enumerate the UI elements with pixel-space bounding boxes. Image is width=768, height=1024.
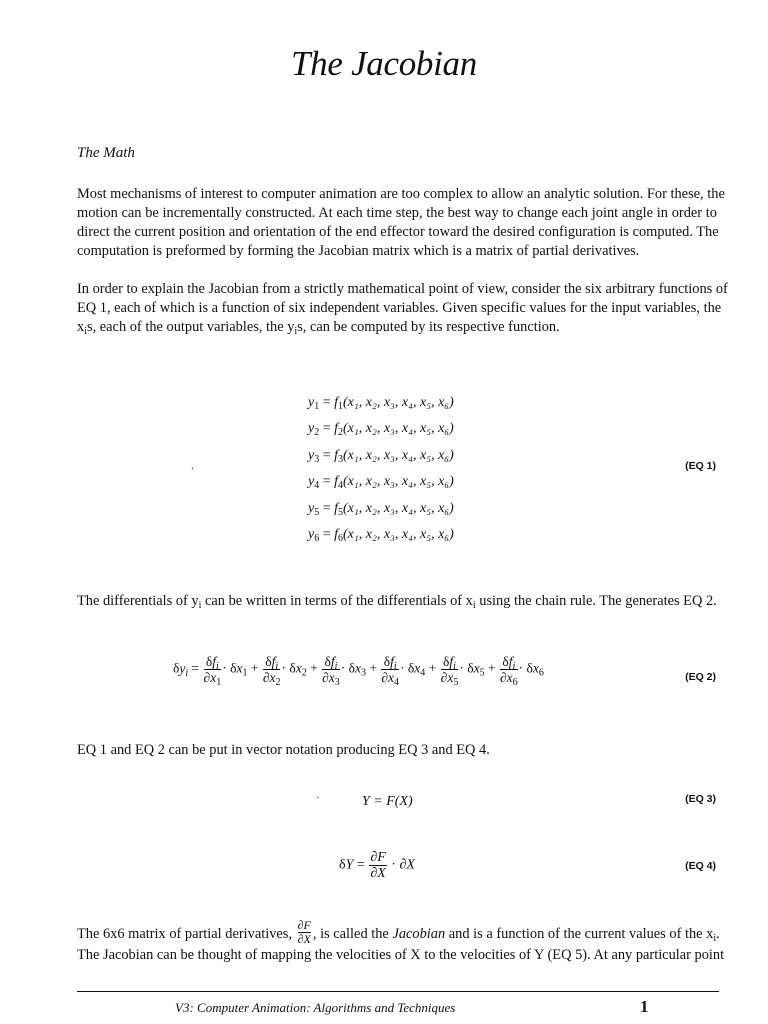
eq1-line: $y_6 = f_6(x_1$, x₂, x₃, x₄, x₅, x₆) [308,527,454,544]
footer-rule [77,991,719,992]
equation-2: $\delta y_i$ = $\frac{\delta f_i}{\partial x_1}$ · $\delta x_1$ + $\frac{\delta f_i}{\partial x_2}$ · $\delta x_2$ + $\frac{\delta f_i}{\partial x_3}$ · $\delta x_3$ + $\frac{\delta f_i}{\partial x_4}$ · $\delta x_4$ + $\frac{\delta f_i}{\partial x_5}$ · $\delta x_5$ + $\frac{\delta f_i}{\partial x_6}$ · $\delta x_6$ [173,654,544,688]
text-line: The Jacobian can be thought of mapping the velocities of X to the velocities of Y (EQ 5). At any particular point [77,947,725,963]
paragraph-differentials [77,592,717,611]
equation-4: δY = $\frac{\partial F}{\partial X}$ · ∂X [339,850,415,881]
text-line: $x_is$, each of the output variables, the $y_is$, can be computed by its respective function. [77,319,560,337]
paragraph-jacobian [77,916,725,965]
text-line: Most mechanisms of interest to computer animation are too complex to allow an analytic solution. For these, the [77,186,725,202]
paragraph-intro [77,185,725,261]
text-line: The differentials of $y_i$ can be written in terms of the differentials of $x_i$ using the chain rule. The generates EQ 2. [77,593,717,611]
eq1-line: $y_2 = f_2(x_1$, x₂, x₃, x₄, x₅, x₆) [308,421,454,438]
eq1-line: $y_5 = f_5(x_1$, x₂, x₃, x₄, x₅, x₆) [308,501,454,518]
equation-3: Y = F(X) [362,794,413,809]
text-line: EQ 1, each of which is a function of six independent variables. Given specific values for the input variables, the [77,300,722,316]
text-line: motion can be incrementally constructed. At each time step, the best way to change each joint angle in order to [77,205,717,221]
text-line: The 6x6 matrix of partial derivatives, $\frac{\partial F}{\partial X}$ , is called the Jacobian and is a function of the current values of the $x_i$. [77,918,720,947]
page-title: The Jacobian [291,44,477,83]
section-heading: The Math [77,145,135,161]
footer-text: V3: Computer Animation: Algorithms and Techniques [175,1000,456,1015]
eq1-line: $y_4 = f_4(x_1$, x₂, x₃, x₄, x₅, x₆) [308,474,454,491]
eq1-line: $y_1 = f_1(x_1$, x₂, x₃, x₄, x₅, x₆) [308,395,454,412]
paragraph-explain [77,280,728,337]
paragraph-vector [77,741,717,760]
text-line: computation is preformed by forming the Jacobian matrix which is a matrix of partial derivatives. [77,243,640,259]
text-line: EQ 1 and EQ 2 can be put in vector notation producing EQ 3 and EQ 4. [77,742,490,758]
eq2-tag: (EQ 2) [685,671,716,683]
stray-dot: · [316,792,320,804]
eq1-line: $y_3 = f_3(x_1$, x₂, x₃, x₄, x₅, x₆) [308,448,454,465]
stray-dot: . [191,458,194,472]
eq1-tag: (EQ 1) [685,460,716,472]
page-number: 1 [640,997,649,1016]
text-line: In order to explain the Jacobian from a strictly mathematical point of view, consider the six arbitrary functions of [77,281,728,297]
text-line: direct the current position and orientation of the end effector toward the desired configuration is computed. The [77,224,719,240]
eq3-tag: (EQ 3) [685,793,716,805]
eq4-tag: (EQ 4) [685,860,716,872]
